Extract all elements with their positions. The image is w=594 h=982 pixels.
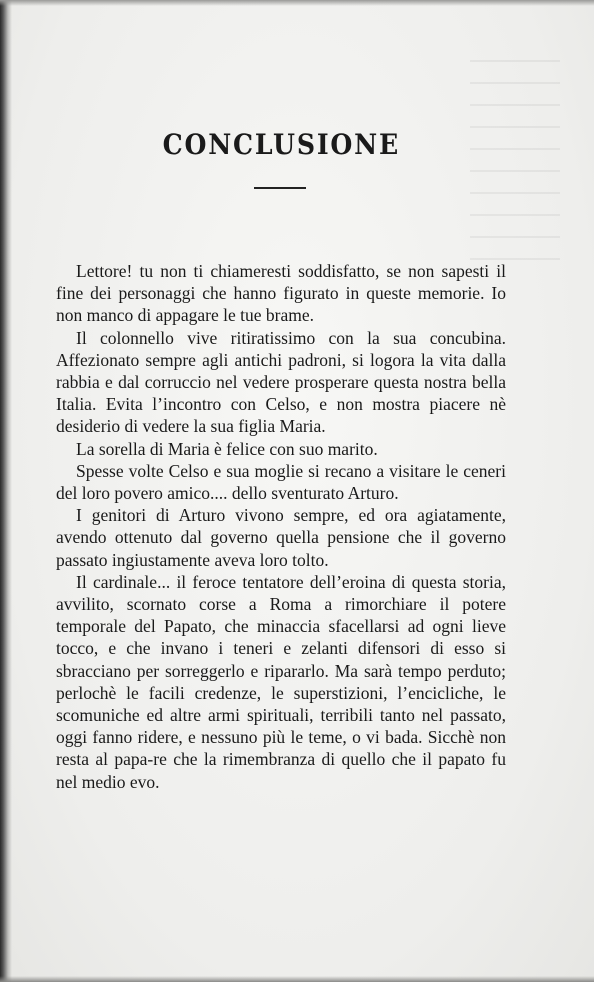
page-top-edge bbox=[0, 0, 594, 6]
body-text bbox=[56, 260, 506, 793]
page-bottom-edge bbox=[0, 976, 594, 982]
paragraph: Il colonnello vive ritiratissimo con la sua concubina. Affezionato sempre agli antichi padroni, si logora la vita dalla rabbia e dal corruccio nel vedere prosperare questa nostra bella Italia. Evita l’incontro con Celso, e non mostra piacere nè desiderio di vedere la sua figlia Maria. bbox=[56, 327, 506, 437]
paragraph: La sorella di Maria è felice con suo marito. bbox=[76, 438, 378, 459]
paragraph: Spesse volte Celso e sua moglie si recano a visitare le ceneri del loro povero amico.... dello sventurato Arturo. bbox=[56, 460, 506, 504]
paragraph: Il cardinale... il feroce tentatore dell’eroina di questa storia, avvilito, scornato corse a Roma a rimorchiare il potere temporale del Papato, che minaccia sfacellarsi ad ogni lieve tocco, e che invano i teneri e zelanti difensori di esso si sbracciano per sorreggerlo e ripararlo. Ma sarà tempo perduto; perlochè le facili credenze, le superstizioni, l’encicliche, le scomuniche ed altre armi spirituali, terribili tanto nel passato, oggi fanno ridere, e nessuno più le teme, o vi bada. Sicchè non resta al papa-re che la rimembranza di quello che il papato fu nel medio evo. bbox=[56, 571, 506, 792]
title-divider bbox=[254, 187, 306, 189]
paragraph: Lettore! tu non ti chiameresti soddisfatto, se non sapesti il fine dei personaggi che hanno figurato in queste memorie. Io non manco di appagare le tue brame. bbox=[56, 261, 506, 326]
page-binding-edge bbox=[0, 0, 12, 982]
chapter-title: CONCLUSIONE bbox=[162, 128, 401, 161]
paragraph: I genitori di Arturo vivono sempre, ed ora agiatamente, avendo ottenuto dal governo quella pensione che il governo passato ingiustamente aveva loro tolto. bbox=[56, 505, 506, 570]
